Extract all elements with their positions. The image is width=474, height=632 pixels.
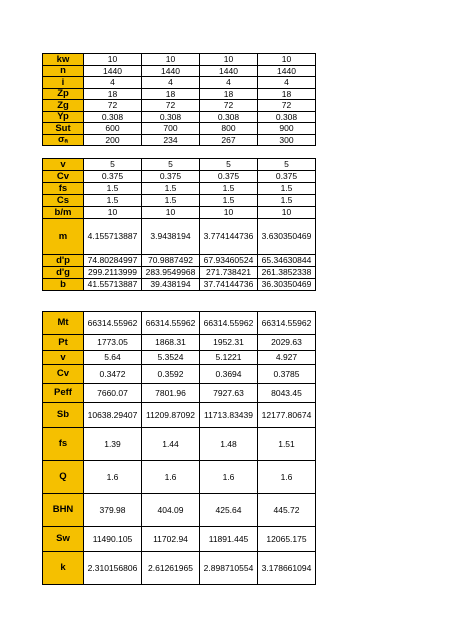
row-label: d'p — [43, 255, 84, 267]
table-cell: 66314.55962 — [84, 312, 142, 335]
table-cell: 66314.55962 — [258, 312, 316, 335]
table-cell: 300 — [258, 134, 316, 146]
row-label: fs — [43, 428, 84, 461]
table-cell: 1.51 — [258, 428, 316, 461]
table-cell: 0.3592 — [142, 365, 200, 384]
table-row — [43, 171, 316, 183]
table-cell: 800 — [200, 123, 258, 135]
input-parameters-body — [43, 54, 316, 146]
table-cell: 10 — [200, 207, 258, 219]
table-cell: 5 — [84, 159, 142, 171]
row-label: Sb — [43, 403, 84, 428]
row-label: Cv — [43, 365, 84, 384]
table-cell: 1.5 — [142, 195, 200, 207]
table-cell: 67.93460524 — [200, 255, 258, 267]
table-cell: 10 — [142, 54, 200, 66]
table-cell: 0.3472 — [84, 365, 142, 384]
table-cell: 0.308 — [142, 111, 200, 123]
table-row — [43, 255, 316, 267]
table-cell: 7927.63 — [200, 384, 258, 403]
table-cell: 1.39 — [84, 428, 142, 461]
table-cell: 0.375 — [142, 171, 200, 183]
table-cell: 10 — [200, 54, 258, 66]
table-cell: 1440 — [200, 65, 258, 77]
table-cell: 1.5 — [200, 183, 258, 195]
table-cell: 1.44 — [142, 428, 200, 461]
row-label: b/m — [43, 207, 84, 219]
table-cell: 0.3694 — [200, 365, 258, 384]
row-label: BHN — [43, 494, 84, 527]
table-cell: 5.1221 — [200, 351, 258, 365]
table-cell: 379.98 — [84, 494, 142, 527]
table-cell: 18 — [84, 88, 142, 100]
table-row — [43, 207, 316, 219]
row-label: k — [43, 552, 84, 585]
table-cell: 10 — [142, 207, 200, 219]
row-label: Mt — [43, 312, 84, 335]
table-cell: 2029.63 — [258, 335, 316, 351]
table-cell: 66314.55962 — [200, 312, 258, 335]
table-cell: 3.630350469 — [258, 219, 316, 255]
table-cell: 4.927 — [258, 351, 316, 365]
table-row — [43, 428, 316, 461]
table-cell: 10638.29407 — [84, 403, 142, 428]
module-calculation-body — [43, 159, 316, 291]
row-label: Yp — [43, 111, 84, 123]
table-row — [43, 54, 316, 66]
table-cell: 1440 — [258, 65, 316, 77]
table-cell: 72 — [142, 100, 200, 112]
row-label: v — [43, 159, 84, 171]
row-label: Pt — [43, 335, 84, 351]
row-label: Cs — [43, 195, 84, 207]
table-cell: 72 — [84, 100, 142, 112]
table-cell: 12177.80674 — [258, 403, 316, 428]
table-row — [43, 267, 316, 279]
row-label: b — [43, 279, 84, 291]
table-cell: 0.375 — [84, 171, 142, 183]
row-label: m — [43, 219, 84, 255]
table-cell: 0.375 — [200, 171, 258, 183]
table-cell: 11702.94 — [142, 527, 200, 552]
table-row — [43, 461, 316, 494]
table-cell: 10 — [84, 54, 142, 66]
table-cell: 0.308 — [84, 111, 142, 123]
table-cell: 2.898710554 — [200, 552, 258, 585]
table-cell: 1.48 — [200, 428, 258, 461]
input-parameters-table — [42, 53, 316, 146]
table-cell: 1773.05 — [84, 335, 142, 351]
table-cell: 1952.31 — [200, 335, 258, 351]
table-row — [43, 88, 316, 100]
table-cell: 11891.445 — [200, 527, 258, 552]
table-cell: 0.308 — [200, 111, 258, 123]
table-row — [43, 335, 316, 351]
table-row — [43, 195, 316, 207]
table-cell: 1.6 — [200, 461, 258, 494]
row-label: i — [43, 77, 84, 89]
module-calculation-table — [42, 158, 316, 291]
table-cell: 5.64 — [84, 351, 142, 365]
table-cell: 4 — [258, 77, 316, 89]
table-cell: 0.375 — [258, 171, 316, 183]
table-cell: 1.6 — [142, 461, 200, 494]
table-cell: 10 — [84, 207, 142, 219]
table-row — [43, 403, 316, 428]
table-cell: 2.61261965 — [142, 552, 200, 585]
row-label: Peff — [43, 384, 84, 403]
table-cell: 5 — [142, 159, 200, 171]
row-label: fs — [43, 183, 84, 195]
row-label: kw — [43, 54, 84, 66]
table-cell: 66314.55962 — [142, 312, 200, 335]
table-cell: 1.5 — [84, 183, 142, 195]
table-row — [43, 312, 316, 335]
table-row — [43, 100, 316, 112]
table-cell: 36.30350469 — [258, 279, 316, 291]
table-row — [43, 134, 316, 146]
row-label: Cv — [43, 171, 84, 183]
table-row — [43, 219, 316, 255]
table-cell: 1.5 — [142, 183, 200, 195]
table-row — [43, 111, 316, 123]
table-cell: 600 — [84, 123, 142, 135]
table-cell: 1.6 — [258, 461, 316, 494]
table-cell: 445.72 — [258, 494, 316, 527]
table-cell: 11209.87092 — [142, 403, 200, 428]
table-row — [43, 77, 316, 89]
table-row — [43, 552, 316, 585]
table-cell: 11713.83439 — [200, 403, 258, 428]
table-cell: 1.5 — [200, 195, 258, 207]
table-cell: 72 — [258, 100, 316, 112]
strength-check-body — [43, 312, 316, 585]
row-label: Zp — [43, 88, 84, 100]
table-cell: 0.3785 — [258, 365, 316, 384]
row-label: Zg — [43, 100, 84, 112]
table-cell: 1440 — [84, 65, 142, 77]
table-cell: 2.310156806 — [84, 552, 142, 585]
table-cell: 12065.175 — [258, 527, 316, 552]
table-cell: 3.774144736 — [200, 219, 258, 255]
row-label: Sw — [43, 527, 84, 552]
table-cell: 271.738421 — [200, 267, 258, 279]
row-label: d'g — [43, 267, 84, 279]
table-row — [43, 123, 316, 135]
table-cell: 37.74144736 — [200, 279, 258, 291]
table-cell: 11490.105 — [84, 527, 142, 552]
strength-check-table — [42, 311, 316, 585]
table-cell: 1868.31 — [142, 335, 200, 351]
table-row — [43, 527, 316, 552]
table-cell: 1.5 — [258, 183, 316, 195]
table-cell: 5 — [200, 159, 258, 171]
row-label: Sut — [43, 123, 84, 135]
table-row — [43, 279, 316, 291]
table-row — [43, 494, 316, 527]
table-cell: 74.80284997 — [84, 255, 142, 267]
table-cell: 0.308 — [258, 111, 316, 123]
table-cell: 4 — [84, 77, 142, 89]
table-cell: 200 — [84, 134, 142, 146]
table-cell: 18 — [200, 88, 258, 100]
table-cell: 261.3852338 — [258, 267, 316, 279]
row-label: v — [43, 351, 84, 365]
table-row — [43, 65, 316, 77]
table-cell: 4 — [142, 77, 200, 89]
row-label: σₐ — [43, 134, 84, 146]
table-row — [43, 183, 316, 195]
table-row — [43, 384, 316, 403]
row-label: Q — [43, 461, 84, 494]
table-cell: 18 — [258, 88, 316, 100]
table-cell: 39.438194 — [142, 279, 200, 291]
table-cell: 41.55713887 — [84, 279, 142, 291]
table-cell: 234 — [142, 134, 200, 146]
table-cell: 7801.96 — [142, 384, 200, 403]
table-cell: 404.09 — [142, 494, 200, 527]
table-cell: 72 — [200, 100, 258, 112]
table-cell: 267 — [200, 134, 258, 146]
table-cell: 10 — [258, 207, 316, 219]
table-cell: 1.5 — [258, 195, 316, 207]
table-cell: 7660.07 — [84, 384, 142, 403]
table-cell: 3.9438194 — [142, 219, 200, 255]
table-cell: 1.6 — [84, 461, 142, 494]
table-cell: 5.3524 — [142, 351, 200, 365]
table-cell: 65.34630844 — [258, 255, 316, 267]
table-cell: 1440 — [142, 65, 200, 77]
table-cell: 900 — [258, 123, 316, 135]
table-cell: 3.178661094 — [258, 552, 316, 585]
table-row — [43, 365, 316, 384]
table-cell: 5 — [258, 159, 316, 171]
table-row — [43, 351, 316, 365]
table-cell: 4 — [200, 77, 258, 89]
table-row — [43, 159, 316, 171]
table-cell: 283.9549968 — [142, 267, 200, 279]
table-cell: 10 — [258, 54, 316, 66]
table-cell: 425.64 — [200, 494, 258, 527]
table-cell: 1.5 — [84, 195, 142, 207]
table-cell: 8043.45 — [258, 384, 316, 403]
table-cell: 18 — [142, 88, 200, 100]
table-cell: 4.155713887 — [84, 219, 142, 255]
table-cell: 299.2113999 — [84, 267, 142, 279]
table-cell: 70.9887492 — [142, 255, 200, 267]
table-cell: 700 — [142, 123, 200, 135]
row-label: n — [43, 65, 84, 77]
